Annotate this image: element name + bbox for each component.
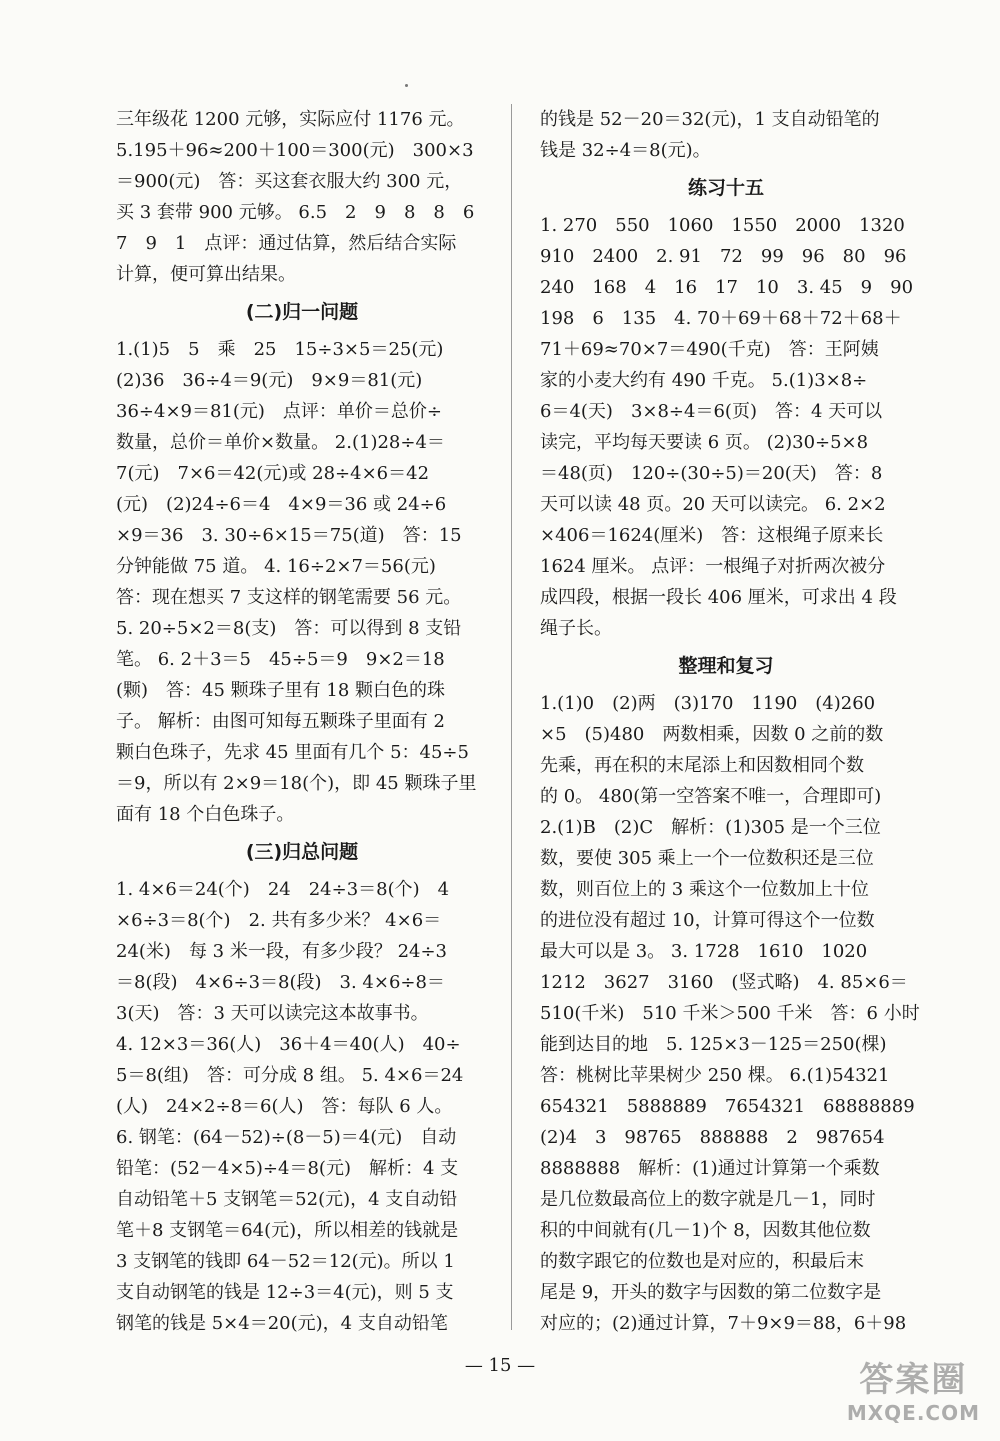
section-heading: (二)归一问题 (245, 301, 359, 323)
text-line: 7(元) 7×6＝42(元)或 28÷4×6＝42 (116, 463, 430, 484)
text-line: 能到达目的地 5. 125×3－125＝250(棵) (540, 1034, 887, 1055)
text-line: 的 0。 480(第一空答案不唯一，合理即可) (540, 786, 882, 807)
text-line: 24(米) 每 3 米一段，有多少段？ 24÷3 (116, 941, 448, 962)
text-line: 颗白色珠子，先求 45 里面有几个 5：45÷5 (116, 742, 469, 763)
text-line: 买 3 套带 900 元够。 6.5 2 9 8 8 6 (116, 202, 475, 223)
text-line: 1.(1)0 (2)两 (3)170 1190 (4)260 (540, 693, 876, 714)
text-line: 是几位数最高位上的数字就是几－1，同时 (540, 1189, 876, 1210)
text-line: 成四段，根据一段长 406 厘米，可求出 4 段 (540, 587, 897, 608)
text-line: 910 2400 2. 91 72 99 96 80 96 (540, 246, 907, 267)
text-line: 三年级花 1200 元够，实际应付 1176 元。 (116, 109, 465, 130)
text-line: 8888888 解析：(1)通过计算第一个乘数 (540, 1158, 880, 1179)
text-line: 尾是 9，开头的数字与因数的第二位数字是 (540, 1282, 882, 1303)
text-line: 铅笔：(52－4×5)÷4＝8(元) 解析：4 支 (116, 1158, 459, 1179)
text-line: ＝9，所以有 2×9＝18(个)，即 45 颗珠子里 (116, 773, 477, 794)
text-line: 数量，总价＝单价×数量。 2.(1)28÷4＝ (116, 432, 445, 453)
text-line: 1. 270 550 1060 1550 2000 1320 (540, 215, 905, 236)
text-line: 1.(1)5 5 乘 25 15÷3×5＝25(元) (116, 339, 444, 360)
text-line: 积的中间就有(几－1)个 8，因数其他位数 (540, 1220, 871, 1241)
text-line: 数，要使 305 乘上一个一位数积还是三位 (540, 848, 874, 869)
text-line: 6＝4(天) 3×8÷4＝6(页) 答：4 天可以 (540, 401, 883, 422)
text-line: 240 168 4 16 17 10 3. 45 9 90 (540, 277, 914, 298)
text-line: 钢笔的钱是 5×4＝20(元)，4 支自动铅笔 (116, 1313, 448, 1334)
text-line: 家的小麦大约有 490 千克。 5.(1)3×8÷ (540, 370, 868, 391)
text-line: 面有 18 个白色珠子。 (116, 804, 295, 825)
page-number: — 15 — (464, 1355, 536, 1376)
left-column (116, 104, 488, 1339)
text-line: (人) 24×2÷8＝6(人) 答：每队 6 人。 (116, 1096, 453, 1117)
text-line: 计算，便可算出结果。 (116, 264, 296, 285)
text-line: 天可以读 48 页。20 天可以读完。 6. 2×2 (540, 494, 886, 515)
text-line: 198 6 135 4. 70＋69＋68＋72＋68＋ (540, 308, 902, 329)
watermark-site: MXQE.COM (846, 1401, 980, 1425)
text-line: 答：现在想买 7 支这样的钢笔需要 56 元。 (116, 587, 462, 608)
text-line: (2)36 36÷4＝9(元) 9×9＝81(元) (116, 370, 423, 391)
text-line: 5.195＋96≈200＋100＝300(元) 300×3 (116, 140, 474, 161)
section-heading: (三)归总问题 (245, 841, 359, 863)
text-line: 1. 4×6＝24(个) 24 24÷3＝8(个) 4 (116, 879, 450, 900)
section-heading: 练习十五 (687, 177, 764, 199)
text-line: 的钱是 52－20＝32(元)，1 支自动铅笔的 (540, 109, 880, 130)
text-line: 支自动钢笔的钱是 12÷3＝4(元)，则 5 支 (116, 1282, 454, 1303)
text-line: 1624 厘米。 点评：一根绳子对折两次被分 (540, 556, 886, 577)
text-line: 2.(1)B (2)C 解析：(1)305 是一个三位 (540, 817, 881, 838)
watermark (847, 1352, 980, 1425)
text-line: 510(千米) 510 千米＞500 千米 答：6 小时 (540, 1003, 920, 1024)
text-line: 7 9 1 点评：通过估算，然后结合实际 (116, 233, 457, 254)
text-line: 笔。 6. 2＋3＝5 45÷5＝9 9×2＝18 (116, 649, 445, 670)
text-line: 4. 12×3＝36(人) 36＋4＝40(人) 40÷ (116, 1034, 461, 1055)
text-line: 答：桃树比苹果树少 250 棵。 6.(1)54321 (540, 1065, 890, 1086)
text-line: ＝8(段) 4×6÷3＝8(段) 3. 4×6÷8＝ (116, 972, 445, 993)
text-line: ×5 (5)480 两数相乘，因数 0 之前的数 (540, 724, 884, 745)
text-line: 的数字跟它的位数也是对应的，积最后末 (540, 1251, 864, 1272)
text-line: 对应的；(2)通过计算，7＋9×9＝88，6＋98 (540, 1313, 907, 1334)
text-line: 分钟能做 75 道。 4. 16÷2×7＝56(元) (116, 556, 436, 577)
scan-speck (405, 84, 408, 87)
text-line: 71＋69≈70×7＝490(千克) 答：王阿姨 (540, 339, 879, 360)
text-line: ×9＝36 3. 30÷6×15＝75(道) 答：15 (116, 525, 462, 546)
text-line: 的进位没有超过 10，计算可得这个一位数 (540, 910, 875, 931)
watermark-logo: 答案圈 (859, 1360, 968, 1400)
section-heading: 整理和复习 (678, 655, 774, 677)
text-line: 绳子长。 (540, 618, 612, 639)
text-line: (2)4 3 98765 888888 2 987654 (540, 1127, 885, 1148)
text-line: 笔＋8 支钢笔＝64(元)，所以相差的钱就是 (116, 1220, 459, 1241)
text-line: 数，则百位上的 3 乘这个一位数加上十位 (540, 879, 869, 900)
text-line: ＝48(页) 120÷(30÷5)＝20(天) 答：8 (540, 463, 883, 484)
text-line: 36÷4×9＝81(元) 点评：单价＝总价÷ (116, 401, 443, 422)
text-line: 钱是 32÷4＝8(元)。 (540, 140, 711, 161)
text-line: ＝900(元) 答：买这套衣服大约 300 元， (116, 171, 463, 192)
text-line: ×406＝1624(厘米) 答：这根绳子原来长 (540, 525, 884, 546)
text-line: 654321 5888889 7654321 68888889 (540, 1096, 915, 1117)
text-line: (颗) 答：45 颗珠子里有 18 颗白色的珠 (116, 680, 446, 701)
text-line: 6. 钢笔：(64－52)÷(8－5)＝4(元) 自动 (116, 1127, 457, 1148)
text-line: 3(天) 答：3 天可以读完这本故事书。 (116, 1003, 429, 1024)
text-line: (元) (2)24÷6＝4 4×9＝36 或 24÷6 (116, 494, 447, 515)
text-line: 1212 3627 3160 (竖式略) 4. 85×6＝ (540, 972, 908, 993)
text-line: 最大可以是 3。 3. 1728 1610 1020 (540, 941, 868, 962)
text-line: 3 支钢笔的钱即 64－52＝12(元)。所以 1 (116, 1251, 455, 1272)
text-line: 5. 20÷5×2＝8(支) 答：可以得到 8 支铅 (116, 618, 462, 639)
text-line: ×6÷3＝8(个) 2. 共有多少米？ 4×6＝ (116, 910, 442, 931)
text-line: 5＝8(组) 答：可分成 8 组。 5. 4×6＝24 (116, 1065, 464, 1086)
text-line: 先乘，再在积的末尾添上和因数相同个数 (540, 755, 864, 776)
column-divider (511, 104, 512, 1330)
text-line: 子。 解析：由图可知每五颗珠子里面有 2 (116, 711, 445, 732)
text-line: 读完，平均每天要读 6 页。 (2)30÷5×8 (540, 432, 869, 453)
text-line: 自动铅笔＋5 支钢笔＝52(元)，4 支自动铅 (116, 1189, 458, 1210)
right-column (540, 104, 920, 1339)
